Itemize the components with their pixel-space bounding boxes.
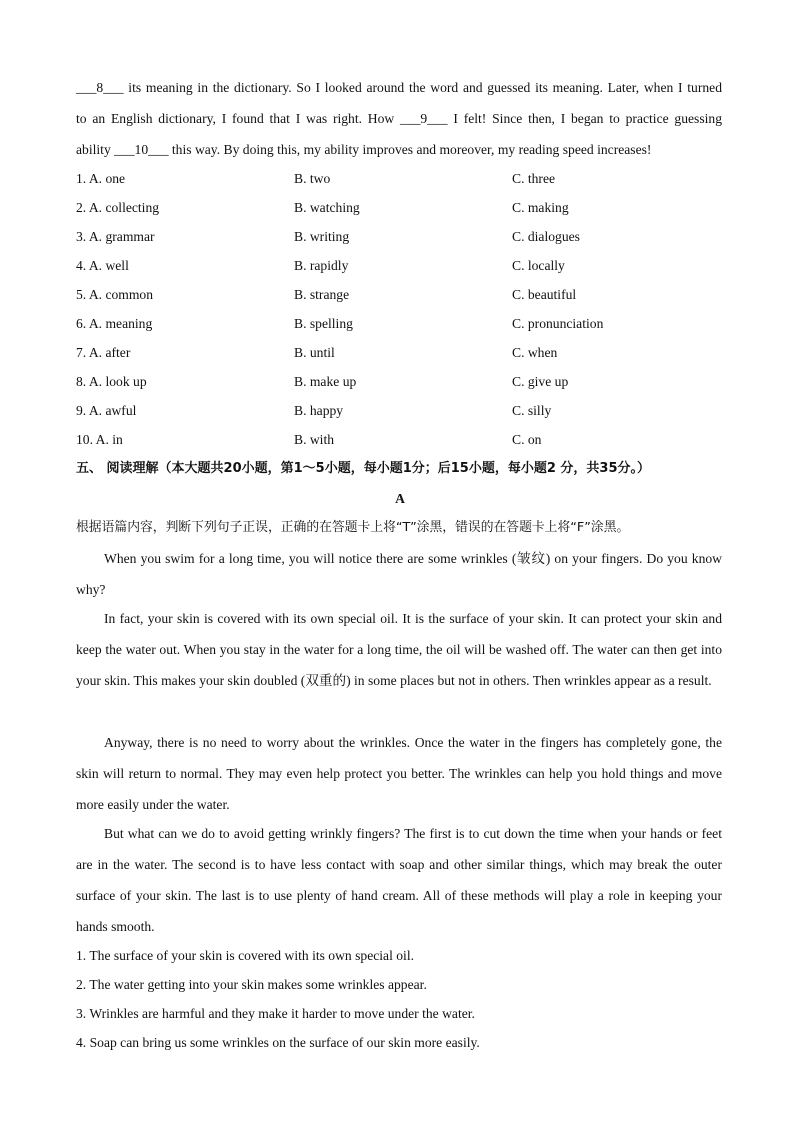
option-row xyxy=(76,169,722,189)
option-b: B. until xyxy=(294,345,335,360)
option-row xyxy=(76,401,722,421)
question-statement: 2. The water getting into your skin makes some wrinkles appear. xyxy=(76,977,427,992)
option-c: C. on xyxy=(512,432,542,447)
option-a: 9. A. awful xyxy=(76,403,137,418)
option-a: 6. A. meaning xyxy=(76,316,153,331)
option-row xyxy=(76,256,722,276)
question-statement: 1. The surface of your skin is covered with its own special oil. xyxy=(76,948,415,963)
question-statement: 3. Wrinkles are harmful and they make it harder to move under the water. xyxy=(76,1006,475,1021)
option-a: 10. A. in xyxy=(76,432,123,447)
instruction-text: 根据语篇内容，判断下列句子正误，正确的在答题卡上将“T”涂黑，错误的在答题卡上将“F”涂黑。 xyxy=(76,520,630,535)
option-c: C. give up xyxy=(512,374,569,389)
reading-paragraph-2: In fact, your skin is covered with its own special oil. It is the surface of your skin. It can protect your skin and keep the water out. When you stay in the water for a long time, the oil will be washed off. The water can then get into your skin. This makes your skin doubled (双重的) in some places but not in others. Then wrinkles appear as a result. xyxy=(76,611,722,688)
option-c: C. dialogues xyxy=(512,229,580,244)
option-b: B. spelling xyxy=(294,316,353,331)
option-c: C. pronunciation xyxy=(512,316,604,331)
option-row xyxy=(76,314,722,334)
option-b: B. happy xyxy=(294,403,344,418)
option-b: B. rapidly xyxy=(294,258,349,273)
option-c: C. silly xyxy=(512,403,552,418)
option-c: C. when xyxy=(512,345,558,360)
option-c: C. locally xyxy=(512,258,565,273)
option-a: 2. A. collecting xyxy=(76,200,160,215)
option-row xyxy=(76,372,722,392)
option-b: B. watching xyxy=(294,200,360,215)
section-heading: 五、 阅读理解（本大题共20小题，第1～5小题，每小题1分；后15小题，每小题2 分，共35分。） xyxy=(76,461,651,476)
option-b: B. make up xyxy=(294,374,357,389)
option-a: 5. A. common xyxy=(76,287,154,302)
passage-line-3: ability ___10___ this way. By doing this, my ability improves and moreover, my reading speed increases! xyxy=(76,142,652,157)
option-row xyxy=(76,198,722,218)
option-b: B. two xyxy=(294,171,331,186)
option-b: B. writing xyxy=(294,229,350,244)
option-a: 7. A. after xyxy=(76,345,131,360)
option-c: C. beautiful xyxy=(512,287,577,302)
reading-paragraph-3: Anyway, there is no need to worry about the wrinkles. Once the water in the fingers has completely gone, the skin will return to normal. They may even help protect you better. The wrinkles can help you hold things and move more easily under the water. xyxy=(76,735,722,812)
option-c: C. making xyxy=(512,200,569,215)
option-row xyxy=(76,285,722,305)
passage-line-2: to an English dictionary, I found that I was right. How ___9___ I felt! Since then, I began to practice guessing xyxy=(76,111,722,126)
option-row xyxy=(76,343,722,363)
reading-paragraph-1: When you swim for a long time, you will notice there are some wrinkles (皱纹) on your fingers. Do you know why? xyxy=(76,551,722,597)
option-a: 4. A. well xyxy=(76,258,129,273)
option-row xyxy=(76,227,722,247)
reading-paragraph-4: But what can we do to avoid getting wrinkly fingers? The first is to cut down the time when your hands or feet are in the water. The second is to have less contact with soap and other similar things, which may break the outer surface of your skin. The last is to use plenty of hand cream. All of these methods will play a role in keeping your hands smooth. xyxy=(76,826,722,934)
option-b: B. with xyxy=(294,432,335,447)
option-c: C. three xyxy=(512,171,556,186)
option-a: 1. A. one xyxy=(76,171,126,186)
part-label: A xyxy=(395,491,405,506)
question-statement: 4. Soap can bring us some wrinkles on the surface of our skin more easily. xyxy=(76,1035,480,1050)
option-a: 3. A. grammar xyxy=(76,229,155,244)
option-row xyxy=(76,430,722,450)
passage-line-1: ___8___ its meaning in the dictionary. So I looked around the word and guessed its meaning. Later, when I turned xyxy=(76,80,722,95)
option-a: 8. A. look up xyxy=(76,374,147,389)
option-b: B. strange xyxy=(294,287,350,302)
